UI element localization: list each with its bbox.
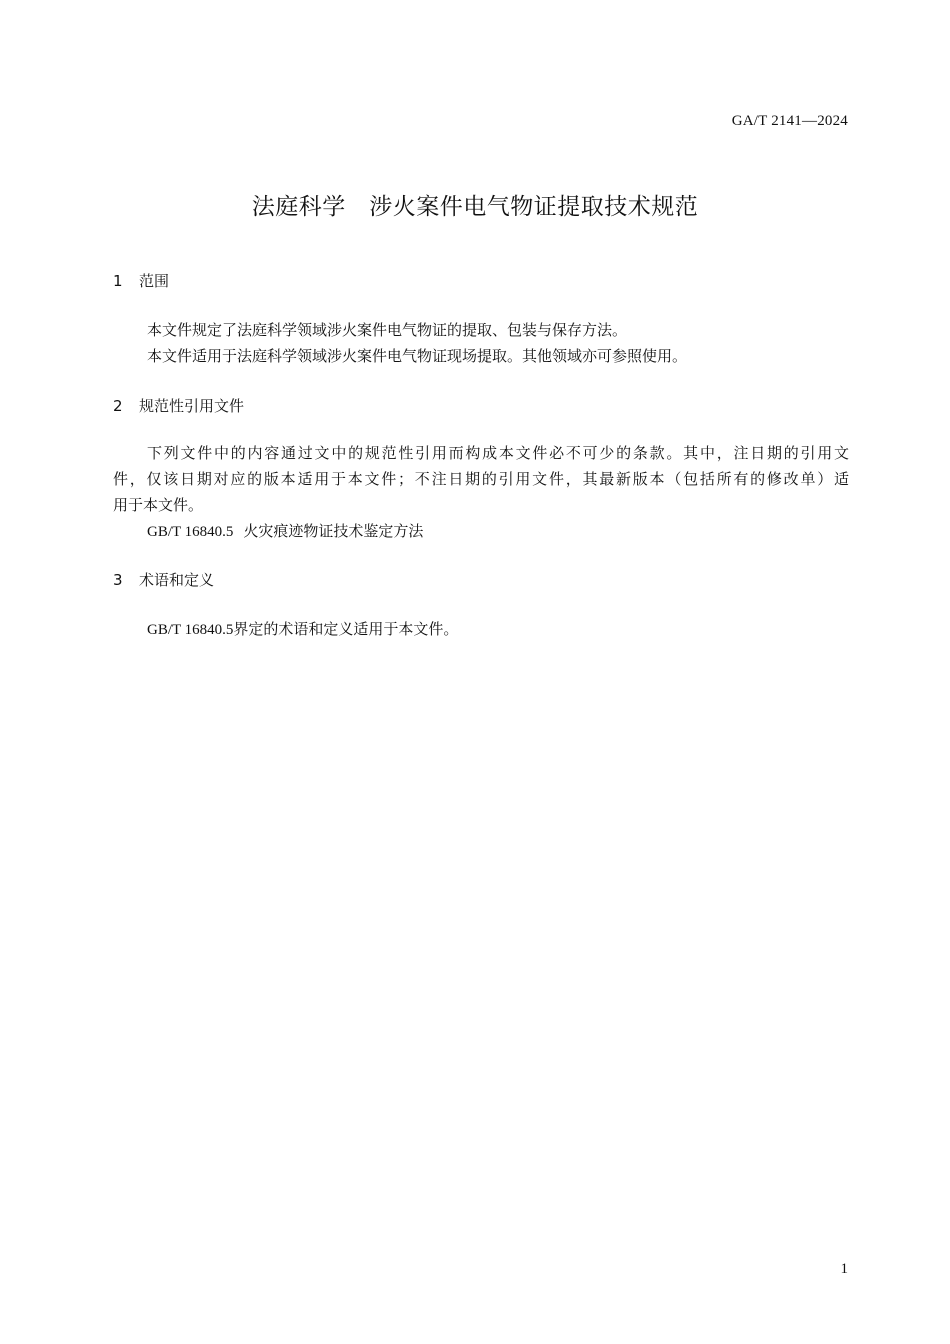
section-1-body xyxy=(113,317,849,369)
page-number: 1 xyxy=(840,1261,848,1277)
paragraph xyxy=(113,616,849,643)
document-title: 法庭科学 涉火案件电气物证提取技术规范 xyxy=(251,194,699,220)
section-number: 1 xyxy=(113,272,123,290)
paragraph: 本文件适用于法庭科学领域涉火案件电气物证现场提取。其他领域亦可参照使用。 xyxy=(147,347,688,365)
section-title: 规范性引用文件 xyxy=(139,397,245,415)
section-2-heading xyxy=(113,395,244,416)
section-3-heading xyxy=(113,569,214,590)
section-number: 3 xyxy=(113,571,123,589)
section-1-heading xyxy=(113,270,169,291)
paragraph-line: 用于本文件。 xyxy=(113,496,204,514)
section-title: 范围 xyxy=(139,272,170,290)
reference-title: 火灾痕迹物证技术鉴定方法 xyxy=(243,522,424,540)
section-2-body xyxy=(113,440,849,545)
reference-code: GB/T 16840.5 xyxy=(147,524,234,540)
reference-code: GB/T 16840.5 xyxy=(147,622,234,638)
paragraph-line: 件，仅该日期对应的版本适用于本文件；不注日期的引用文件，其最新版本（包括所有的修改单）适 xyxy=(113,470,849,488)
paragraph: 本文件规定了法庭科学领域涉火案件电气物证的提取、包装与保存方法。 xyxy=(147,321,628,339)
paragraph-line: 下列文件中的内容通过文中的规范性引用而构成本文件必不可少的条款。其中，注日期的引用文 xyxy=(147,444,849,462)
standard-code: GA/T 2141—2024 xyxy=(731,113,848,129)
section-title: 术语和定义 xyxy=(139,571,215,589)
section-number: 2 xyxy=(113,397,123,415)
section-3-body xyxy=(113,616,849,643)
paragraph-text: 界定的术语和定义适用于本文件。 xyxy=(233,620,459,638)
normative-reference xyxy=(113,518,849,545)
